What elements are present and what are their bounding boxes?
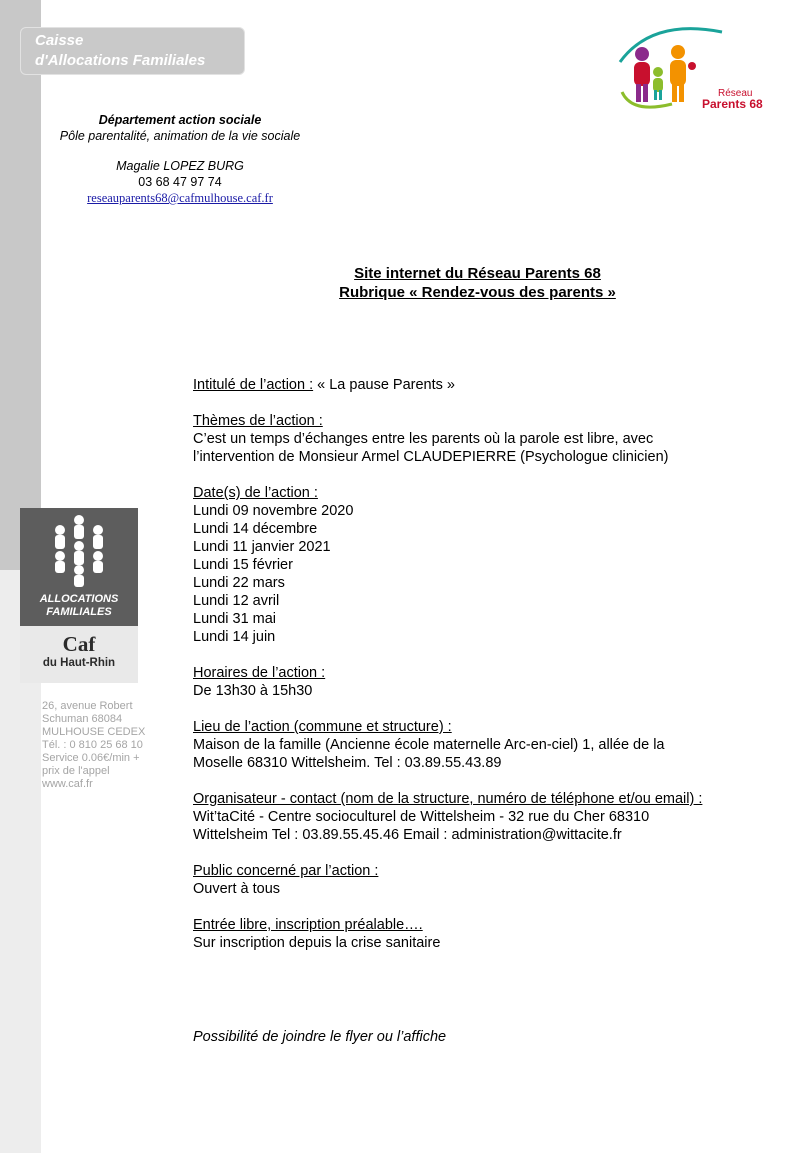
side-strip-top xyxy=(0,0,41,570)
organisateur-label: Organisateur - contact (nom de la structure, numéro de téléphone et/ou email) : xyxy=(193,791,703,807)
caf-logo xyxy=(20,508,138,683)
caf-logo-word: Caf xyxy=(62,632,96,656)
logo-parent1-head xyxy=(635,47,649,61)
address-line: 26, avenue Robert xyxy=(42,700,133,712)
address-line: MULHOUSE CEDEX xyxy=(42,726,146,738)
department-title: Département action sociale xyxy=(98,113,262,127)
logo-parent2-body xyxy=(670,60,686,86)
lieu-line: Moselle 68310 Wittelsheim. Tel : 03.89.55.43.89 xyxy=(193,755,502,771)
pole-subtitle: Pôle parentalité, animation de la vie sociale xyxy=(59,129,301,143)
logo-child-leg-right xyxy=(659,90,662,100)
logo-parent1-leg-right xyxy=(643,84,648,102)
department-block xyxy=(30,112,330,206)
caf-logo-line1: ALLOCATIONS xyxy=(39,593,119,605)
caf-logo-footer xyxy=(20,626,138,683)
lieu-label: Lieu de l’action (commune et structure) : xyxy=(193,719,452,735)
logo-parent2-leg-left xyxy=(672,84,677,102)
caf-family-icon xyxy=(20,508,138,593)
address-line: Schuman 68084 xyxy=(42,713,123,725)
logo-parent2-leg-right xyxy=(679,84,684,102)
address-line: prix de l'appel xyxy=(42,765,110,777)
document-title xyxy=(280,264,675,302)
footnote: Possibilité de joindre le flyer ou l’affiche xyxy=(193,1029,447,1045)
intitule-label: Intitulé de l’action : xyxy=(193,377,314,393)
date-item: Lundi 12 avril xyxy=(193,593,280,609)
section-dates xyxy=(193,484,773,646)
logo-teal-arc xyxy=(620,29,722,62)
logo-parent1-body xyxy=(634,62,650,86)
contact-email-link[interactable]: reseauparents68@cafmulhouse.caf.fr xyxy=(87,191,273,205)
caf-banner-line1: Caisse xyxy=(35,32,84,49)
caf-logo-region: du Haut-Rhin xyxy=(42,657,116,669)
date-item: Lundi 14 décembre xyxy=(193,521,318,537)
logo-child-head xyxy=(653,67,663,77)
organisateur-line: Wit’taCité - Centre socioculturel de Wittelsheim - 32 rue du Cher 68310 xyxy=(193,809,650,825)
themes-line: l’intervention de Monsieur Armel CLAUDEPIERRE (Psychologue clinicien) xyxy=(193,449,669,465)
logo-child-body xyxy=(653,78,663,92)
title-line2: Rubrique « Rendez-vous des parents » xyxy=(339,284,616,301)
caf-address xyxy=(42,700,157,791)
organisateur-line: Wittelsheim Tel : 03.89.55.45.46 Email : administration@wittacite.fr xyxy=(193,827,622,843)
horaires-label: Horaires de l’action : xyxy=(193,665,326,681)
section-organisateur xyxy=(193,790,773,844)
intitule-value: « La pause Parents » xyxy=(313,377,455,393)
section-entree xyxy=(193,916,773,952)
contact-block xyxy=(30,158,330,206)
caf-banner xyxy=(20,27,245,75)
logo-parent1-leg-left xyxy=(636,84,641,102)
caf-logo-text xyxy=(20,593,138,619)
date-item: Lundi 15 février xyxy=(193,557,293,573)
contact-name: Magalie LOPEZ BURG xyxy=(116,159,244,173)
address-website[interactable]: www.caf.fr xyxy=(42,778,93,790)
dates-label: Date(s) de l’action : xyxy=(193,485,318,501)
title-line1: Site internet du Réseau Parents 68 xyxy=(354,265,601,282)
themes-label: Thèmes de l’action : xyxy=(193,413,323,429)
section-intitule xyxy=(193,376,773,394)
date-item: Lundi 22 mars xyxy=(193,575,285,591)
entree-label: Entrée libre, inscription préalable…. xyxy=(193,917,423,933)
date-item: Lundi 09 novembre 2020 xyxy=(193,503,354,519)
section-lieu xyxy=(193,718,773,772)
themes-line: C’est un temps d’échanges entre les parents où la parole est libre, avec xyxy=(193,431,654,447)
reseau-parents-logo xyxy=(612,22,772,114)
public-label: Public concerné par l’action : xyxy=(193,863,379,879)
contact-phone: 03 68 47 97 74 xyxy=(138,175,222,189)
address-line: Service 0.06€/min + xyxy=(42,752,140,764)
entree-value: Sur inscription depuis la crise sanitaire xyxy=(193,935,441,951)
horaires-value: De 13h30 à 15h30 xyxy=(193,683,313,699)
caf-banner-line2: d'Allocations Familiales xyxy=(35,52,206,69)
section-horaires xyxy=(193,664,773,700)
lieu-line: Maison de la famille (Ancienne école maternelle Arc-en-ciel) 1, allée de la xyxy=(193,737,665,753)
logo-parent2-head xyxy=(671,45,685,59)
address-line: Tél. : 0 810 25 68 10 xyxy=(42,739,143,751)
section-public xyxy=(193,862,773,898)
logo-child-leg-left xyxy=(654,90,657,100)
section-themes xyxy=(193,412,773,466)
date-item: Lundi 11 janvier 2021 xyxy=(193,539,331,555)
public-value: Ouvert à tous xyxy=(193,881,281,897)
date-item: Lundi 14 juin xyxy=(193,629,276,645)
logo-text-reseau: Réseau xyxy=(718,88,753,99)
caf-logo-line2: FAMILIALES xyxy=(46,606,112,618)
logo-text-parents68: Parents 68 xyxy=(702,97,763,111)
caf-logo-emblem xyxy=(20,508,138,626)
logo-baby-head xyxy=(688,62,696,70)
date-item: Lundi 31 mai xyxy=(193,611,277,627)
action-details xyxy=(193,376,773,970)
